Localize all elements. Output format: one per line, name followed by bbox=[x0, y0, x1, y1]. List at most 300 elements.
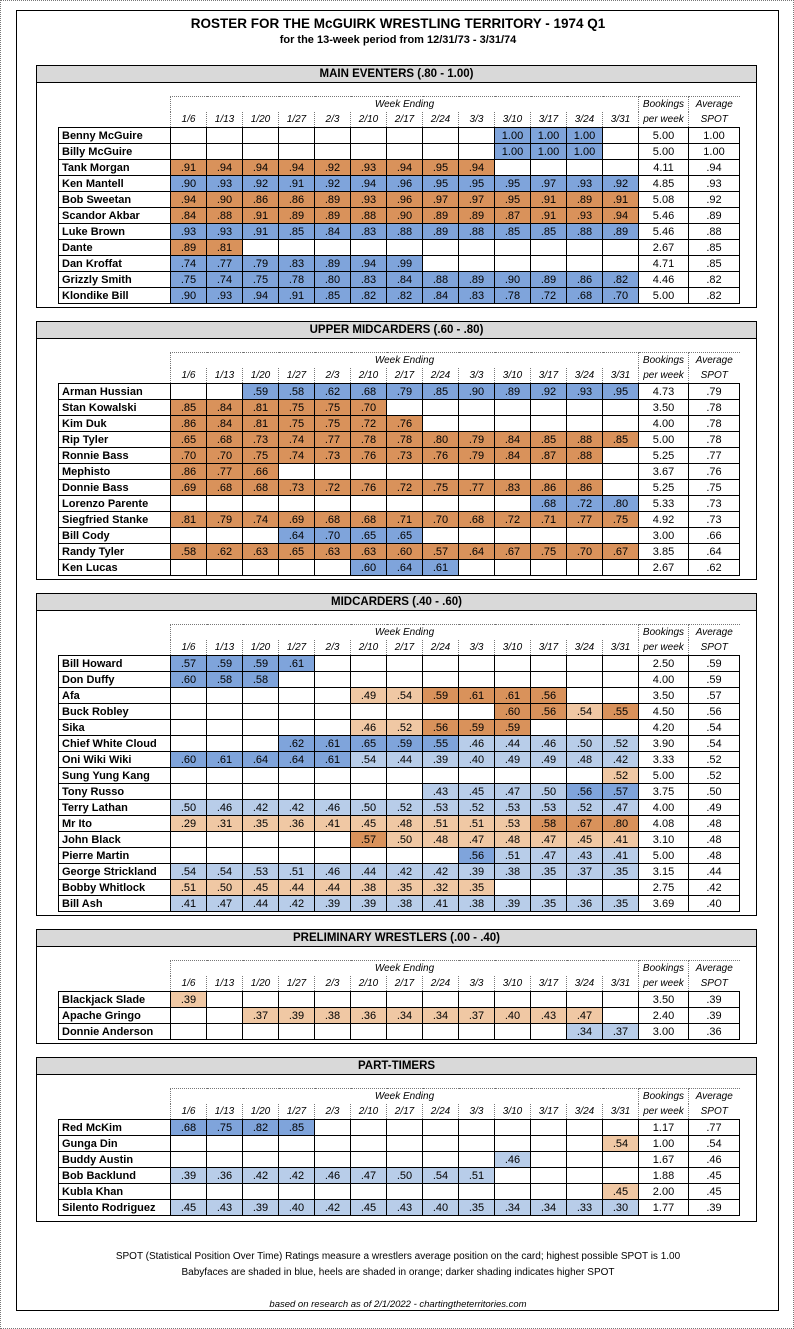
spot-cell: .71 bbox=[531, 512, 567, 528]
spot-cell bbox=[531, 240, 567, 256]
average-spot-value: .93 bbox=[689, 176, 740, 192]
spot-cell: .42 bbox=[243, 800, 279, 816]
spot-cell: .85 bbox=[531, 224, 567, 240]
average-spot-value: .89 bbox=[689, 208, 740, 224]
spot-cell bbox=[279, 688, 315, 704]
spot-cell bbox=[315, 144, 351, 160]
spot-cell: .91 bbox=[171, 160, 207, 176]
bookings-value: 2.75 bbox=[639, 880, 689, 896]
spot-cell: .42 bbox=[423, 864, 459, 880]
spot-cell: .59 bbox=[459, 720, 495, 736]
spot-cell bbox=[423, 528, 459, 544]
spot-cell bbox=[567, 528, 603, 544]
spot-cell bbox=[387, 1136, 423, 1152]
spot-cell bbox=[315, 496, 351, 512]
spot-cell: .37 bbox=[243, 1008, 279, 1024]
spot-cell: .63 bbox=[243, 544, 279, 560]
spot-cell: .74 bbox=[207, 272, 243, 288]
table-row bbox=[59, 448, 740, 464]
spot-cell bbox=[387, 656, 423, 672]
spot-cell bbox=[315, 992, 351, 1008]
wrestler-name: Bobby Whitlock bbox=[59, 880, 171, 896]
week-ending-label: Week Ending bbox=[171, 961, 639, 977]
average-spot-value: .54 bbox=[689, 1136, 740, 1152]
table-row bbox=[59, 496, 740, 512]
spot-cell bbox=[603, 240, 639, 256]
spot-cell bbox=[495, 1136, 531, 1152]
spot-cell bbox=[531, 416, 567, 432]
spot-cell bbox=[423, 1136, 459, 1152]
spot-cell: .79 bbox=[207, 512, 243, 528]
spot-cell: .31 bbox=[207, 816, 243, 832]
footer-source: based on research as of 2/1/2022 - chartingtheterritories.com bbox=[269, 1299, 527, 1310]
spot-header: Average bbox=[689, 961, 740, 977]
spot-cell bbox=[459, 128, 495, 144]
spot-cell: .39 bbox=[315, 896, 351, 912]
average-spot-value: .39 bbox=[689, 992, 740, 1008]
spot-cell bbox=[279, 720, 315, 736]
spot-cell: .39 bbox=[243, 1200, 279, 1216]
spot-cell bbox=[243, 528, 279, 544]
week-column-header: 1/27 bbox=[279, 976, 315, 992]
spot-cell: .43 bbox=[567, 848, 603, 864]
spot-cell: .42 bbox=[279, 800, 315, 816]
spot-cell: .93 bbox=[207, 176, 243, 192]
spot-cell bbox=[531, 256, 567, 272]
bookings-value: 5.46 bbox=[639, 208, 689, 224]
week-column-header: 3/3 bbox=[459, 112, 495, 128]
spot-cell: .51 bbox=[171, 880, 207, 896]
spot-cell: .93 bbox=[567, 208, 603, 224]
spot-cell: .53 bbox=[423, 800, 459, 816]
table-row bbox=[59, 832, 740, 848]
spot-cell: .88 bbox=[207, 208, 243, 224]
bookings-value: 4.85 bbox=[639, 176, 689, 192]
spot-cell bbox=[603, 672, 639, 688]
spot-cell bbox=[315, 464, 351, 480]
table-row bbox=[59, 656, 740, 672]
spot-cell: .44 bbox=[351, 864, 387, 880]
spot-cell: .89 bbox=[171, 240, 207, 256]
spot-cell bbox=[423, 656, 459, 672]
spot-cell bbox=[495, 256, 531, 272]
spot-cell: .80 bbox=[603, 496, 639, 512]
spot-cell: .81 bbox=[243, 416, 279, 432]
spot-cell: .78 bbox=[387, 432, 423, 448]
spot-cell bbox=[171, 1136, 207, 1152]
spot-header: Average bbox=[689, 353, 740, 369]
spot-cell bbox=[351, 848, 387, 864]
bookings-value: 4.20 bbox=[639, 720, 689, 736]
spot-cell: .72 bbox=[531, 288, 567, 304]
spot-cell: .75 bbox=[315, 416, 351, 432]
spot-cell: .73 bbox=[243, 432, 279, 448]
spot-cell: .86 bbox=[567, 480, 603, 496]
bookings-value: 1.77 bbox=[639, 1200, 689, 1216]
week-column-header: 1/27 bbox=[279, 1104, 315, 1120]
spot-cell bbox=[459, 240, 495, 256]
spot-cell: .55 bbox=[423, 736, 459, 752]
spot-cell: .45 bbox=[459, 784, 495, 800]
spot-cell bbox=[459, 560, 495, 576]
week-column-header: 3/17 bbox=[531, 368, 567, 384]
spot-cell: .60 bbox=[495, 704, 531, 720]
wrestler-name: Ronnie Bass bbox=[59, 448, 171, 464]
week-column-header: 2/24 bbox=[423, 112, 459, 128]
bookings-value: 1.67 bbox=[639, 1152, 689, 1168]
spot-cell bbox=[495, 416, 531, 432]
spot-cell: .81 bbox=[171, 512, 207, 528]
table-row bbox=[59, 1152, 740, 1168]
spot-cell bbox=[387, 1152, 423, 1168]
spot-cell: .93 bbox=[171, 224, 207, 240]
spot-cell: .77 bbox=[207, 256, 243, 272]
spot-cell bbox=[603, 416, 639, 432]
spot-cell bbox=[315, 1136, 351, 1152]
wrestler-name: Dan Kroffat bbox=[59, 256, 171, 272]
spot-cell bbox=[243, 848, 279, 864]
spot-cell bbox=[207, 528, 243, 544]
spot-cell bbox=[387, 240, 423, 256]
page-subtitle: for the 13-week period from 12/31/73 - 3/31/74 bbox=[279, 34, 517, 46]
bookings-value: 5.25 bbox=[639, 448, 689, 464]
spot-cell: .89 bbox=[315, 192, 351, 208]
spot-cell bbox=[495, 400, 531, 416]
spot-cell bbox=[387, 672, 423, 688]
spot-cell: .34 bbox=[387, 1008, 423, 1024]
spot-cell: .75 bbox=[423, 480, 459, 496]
spot-cell bbox=[243, 1136, 279, 1152]
spot-cell: .41 bbox=[603, 848, 639, 864]
spot-cell: .94 bbox=[243, 160, 279, 176]
week-column-header: 1/6 bbox=[171, 640, 207, 656]
spot-cell bbox=[459, 416, 495, 432]
spot-cell: .45 bbox=[171, 1200, 207, 1216]
spot-cell bbox=[207, 704, 243, 720]
spot-cell bbox=[459, 1152, 495, 1168]
bookings-value: 3.69 bbox=[639, 896, 689, 912]
spot-cell: 1.00 bbox=[495, 144, 531, 160]
average-spot-value: 1.00 bbox=[689, 144, 740, 160]
average-spot-value: .39 bbox=[689, 1200, 740, 1216]
week-column-header: 2/10 bbox=[351, 976, 387, 992]
spot-cell: .42 bbox=[603, 752, 639, 768]
spot-cell: .56 bbox=[531, 704, 567, 720]
wrestler-name: Sika bbox=[59, 720, 171, 736]
spot-cell bbox=[351, 992, 387, 1008]
week-column-header: 2/3 bbox=[315, 640, 351, 656]
week-column-header: 1/13 bbox=[207, 112, 243, 128]
spot-cell: .38 bbox=[495, 864, 531, 880]
spot-cell: .84 bbox=[207, 416, 243, 432]
spot-cell: .86 bbox=[279, 192, 315, 208]
bookings-value: 3.33 bbox=[639, 752, 689, 768]
bookings-value: 4.46 bbox=[639, 272, 689, 288]
bookings-value: 2.67 bbox=[639, 240, 689, 256]
table-row bbox=[59, 192, 740, 208]
spot-cell bbox=[423, 416, 459, 432]
spot-cell: .74 bbox=[279, 432, 315, 448]
spot-cell bbox=[567, 560, 603, 576]
spot-cell: .78 bbox=[351, 432, 387, 448]
spot-cell bbox=[567, 160, 603, 176]
spot-cell: .89 bbox=[423, 224, 459, 240]
table-row bbox=[59, 992, 740, 1008]
bookings-header-2: per week bbox=[639, 1104, 689, 1120]
spot-cell: .87 bbox=[531, 448, 567, 464]
spot-cell: .95 bbox=[495, 192, 531, 208]
spot-cell: .50 bbox=[567, 736, 603, 752]
spot-cell bbox=[603, 528, 639, 544]
spot-cell bbox=[531, 656, 567, 672]
spot-cell bbox=[315, 704, 351, 720]
spot-cell: .76 bbox=[423, 448, 459, 464]
spot-cell bbox=[567, 464, 603, 480]
week-column-header: 2/17 bbox=[387, 640, 423, 656]
spot-cell: .74 bbox=[243, 512, 279, 528]
spot-cell: .40 bbox=[279, 1200, 315, 1216]
spot-cell bbox=[423, 848, 459, 864]
spot-cell: .77 bbox=[459, 480, 495, 496]
average-spot-value: .78 bbox=[689, 416, 740, 432]
spot-cell bbox=[171, 704, 207, 720]
spot-cell bbox=[531, 992, 567, 1008]
average-spot-value: .48 bbox=[689, 832, 740, 848]
bookings-value: 3.50 bbox=[639, 400, 689, 416]
spot-cell bbox=[495, 240, 531, 256]
spot-cell bbox=[603, 256, 639, 272]
spot-cell: .58 bbox=[279, 384, 315, 400]
spot-cell: .77 bbox=[315, 432, 351, 448]
spot-cell: .68 bbox=[207, 480, 243, 496]
wrestler-name: Grizzly Smith bbox=[59, 272, 171, 288]
spot-cell bbox=[423, 1152, 459, 1168]
table-row bbox=[59, 288, 740, 304]
week-column-header: 1/6 bbox=[171, 112, 207, 128]
spot-cell: .75 bbox=[243, 448, 279, 464]
spot-cell: .54 bbox=[171, 864, 207, 880]
spot-cell: .45 bbox=[243, 880, 279, 896]
week-column-header: 2/3 bbox=[315, 1104, 351, 1120]
spot-cell: .47 bbox=[531, 832, 567, 848]
spot-cell bbox=[423, 400, 459, 416]
spot-cell: .80 bbox=[315, 272, 351, 288]
spot-cell bbox=[279, 1024, 315, 1040]
spot-cell: .56 bbox=[531, 688, 567, 704]
week-column-header: 2/10 bbox=[351, 112, 387, 128]
bookings-value: 3.50 bbox=[639, 688, 689, 704]
spot-cell bbox=[567, 256, 603, 272]
average-spot-value: .45 bbox=[689, 1184, 740, 1200]
spot-cell: .59 bbox=[243, 656, 279, 672]
spot-cell: .93 bbox=[207, 224, 243, 240]
spot-cell bbox=[459, 768, 495, 784]
table-row bbox=[59, 240, 740, 256]
spot-cell: .54 bbox=[387, 688, 423, 704]
spot-cell: .68 bbox=[531, 496, 567, 512]
spot-cell bbox=[567, 1152, 603, 1168]
spot-cell: .73 bbox=[387, 448, 423, 464]
spot-cell: .93 bbox=[567, 176, 603, 192]
spot-cell: .35 bbox=[531, 896, 567, 912]
spot-cell bbox=[603, 992, 639, 1008]
bookings-value: 4.11 bbox=[639, 160, 689, 176]
spot-cell bbox=[243, 720, 279, 736]
spot-cell: .34 bbox=[531, 1200, 567, 1216]
spot-cell: .65 bbox=[279, 544, 315, 560]
spot-cell: 1.00 bbox=[531, 128, 567, 144]
spot-cell: .81 bbox=[243, 400, 279, 416]
spot-cell bbox=[243, 1152, 279, 1168]
bookings-value: 5.08 bbox=[639, 192, 689, 208]
week-column-header: 2/3 bbox=[315, 112, 351, 128]
spot-cell bbox=[495, 160, 531, 176]
spot-cell bbox=[531, 1184, 567, 1200]
wrestler-name: Pierre Martin bbox=[59, 848, 171, 864]
spot-cell: .84 bbox=[423, 288, 459, 304]
spot-cell: .71 bbox=[387, 512, 423, 528]
spot-cell bbox=[495, 672, 531, 688]
spot-cell bbox=[207, 1136, 243, 1152]
average-spot-value: .48 bbox=[689, 816, 740, 832]
average-spot-value: .82 bbox=[689, 288, 740, 304]
spot-cell: .36 bbox=[207, 1168, 243, 1184]
wrestler-name: Terry Lathan bbox=[59, 800, 171, 816]
spot-cell bbox=[207, 992, 243, 1008]
spot-cell: .54 bbox=[567, 704, 603, 720]
spot-cell: .92 bbox=[531, 384, 567, 400]
spot-cell bbox=[531, 1152, 567, 1168]
table-row bbox=[59, 384, 740, 400]
spot-cell: .94 bbox=[351, 176, 387, 192]
spot-cell: .86 bbox=[531, 480, 567, 496]
week-column-header: 3/31 bbox=[603, 1104, 639, 1120]
spot-cell: .85 bbox=[315, 288, 351, 304]
table-row bbox=[59, 464, 740, 480]
spot-cell: .61 bbox=[459, 688, 495, 704]
spot-cell bbox=[207, 832, 243, 848]
spot-cell: .89 bbox=[567, 192, 603, 208]
table-row bbox=[59, 768, 740, 784]
spot-cell: .97 bbox=[423, 192, 459, 208]
spot-cell: .90 bbox=[171, 288, 207, 304]
spot-cell: .86 bbox=[243, 192, 279, 208]
spot-cell: .36 bbox=[279, 816, 315, 832]
spot-cell: .51 bbox=[279, 864, 315, 880]
spot-cell: .94 bbox=[603, 208, 639, 224]
wrestler-name: Luke Brown bbox=[59, 224, 171, 240]
spot-cell: .68 bbox=[351, 512, 387, 528]
spot-cell bbox=[207, 768, 243, 784]
section-title: MAIN EVENTERS (.80 - 1.00) bbox=[37, 66, 756, 83]
bookings-header-2: per week bbox=[639, 976, 689, 992]
bookings-value: 4.50 bbox=[639, 704, 689, 720]
spot-cell: .47 bbox=[531, 848, 567, 864]
spot-cell bbox=[459, 464, 495, 480]
spot-cell: 1.00 bbox=[531, 144, 567, 160]
spot-cell: .33 bbox=[567, 1200, 603, 1216]
week-column-header: 1/13 bbox=[207, 368, 243, 384]
spot-cell bbox=[351, 128, 387, 144]
spot-cell: .92 bbox=[603, 176, 639, 192]
spot-cell bbox=[423, 256, 459, 272]
average-spot-value: .76 bbox=[689, 464, 740, 480]
wrestler-name: Bill Ash bbox=[59, 896, 171, 912]
week-column-header: 2/3 bbox=[315, 976, 351, 992]
spot-cell: .58 bbox=[531, 816, 567, 832]
spot-cell bbox=[207, 848, 243, 864]
spot-cell: .51 bbox=[459, 1168, 495, 1184]
spot-cell: .54 bbox=[603, 1136, 639, 1152]
spot-cell: .82 bbox=[603, 272, 639, 288]
spot-cell: .49 bbox=[495, 752, 531, 768]
spot-cell bbox=[207, 128, 243, 144]
spot-cell: .52 bbox=[603, 768, 639, 784]
spot-cell bbox=[315, 1184, 351, 1200]
wrestler-name: Mr Ito bbox=[59, 816, 171, 832]
week-column-header: 3/3 bbox=[459, 1104, 495, 1120]
spot-cell: .44 bbox=[315, 880, 351, 896]
spot-cell: .34 bbox=[423, 1008, 459, 1024]
spot-cell: .48 bbox=[495, 832, 531, 848]
spot-cell bbox=[603, 720, 639, 736]
bookings-header: Bookings bbox=[639, 1089, 689, 1105]
spot-cell: .52 bbox=[387, 720, 423, 736]
spot-cell: .69 bbox=[171, 480, 207, 496]
spot-cell bbox=[495, 1024, 531, 1040]
spot-header-2: SPOT bbox=[689, 640, 740, 656]
spot-cell: .91 bbox=[531, 208, 567, 224]
spot-cell bbox=[423, 128, 459, 144]
section-title: UPPER MIDCARDERS (.60 - .80) bbox=[37, 322, 756, 339]
spot-cell bbox=[459, 528, 495, 544]
spot-cell: .89 bbox=[279, 208, 315, 224]
spot-cell: .89 bbox=[423, 208, 459, 224]
bookings-value: 5.00 bbox=[639, 144, 689, 160]
table-row bbox=[59, 1168, 740, 1184]
week-column-header: 3/3 bbox=[459, 640, 495, 656]
spot-cell: .51 bbox=[459, 816, 495, 832]
roster-section bbox=[36, 929, 757, 1044]
average-spot-value: .57 bbox=[689, 688, 740, 704]
bookings-header-2: per week bbox=[639, 368, 689, 384]
spot-cell bbox=[531, 560, 567, 576]
spot-cell: .49 bbox=[351, 688, 387, 704]
wrestler-name: Apache Gringo bbox=[59, 1008, 171, 1024]
week-column-header: 2/17 bbox=[387, 1104, 423, 1120]
average-spot-value: .59 bbox=[689, 656, 740, 672]
spot-cell: .61 bbox=[495, 688, 531, 704]
spot-cell bbox=[351, 144, 387, 160]
spot-cell: .64 bbox=[459, 544, 495, 560]
spot-cell bbox=[603, 144, 639, 160]
spot-cell: .85 bbox=[495, 224, 531, 240]
spot-cell: .94 bbox=[351, 256, 387, 272]
average-spot-value: .62 bbox=[689, 560, 740, 576]
spot-cell: .53 bbox=[495, 800, 531, 816]
spot-cell: .90 bbox=[459, 384, 495, 400]
spot-cell bbox=[279, 144, 315, 160]
spot-cell bbox=[315, 672, 351, 688]
spot-cell bbox=[279, 1184, 315, 1200]
spot-cell: .37 bbox=[459, 1008, 495, 1024]
wrestler-name: Stan Kowalski bbox=[59, 400, 171, 416]
spot-cell bbox=[531, 1136, 567, 1152]
spot-cell bbox=[279, 496, 315, 512]
spot-cell bbox=[279, 704, 315, 720]
spot-cell: .45 bbox=[603, 1184, 639, 1200]
spot-cell bbox=[171, 832, 207, 848]
